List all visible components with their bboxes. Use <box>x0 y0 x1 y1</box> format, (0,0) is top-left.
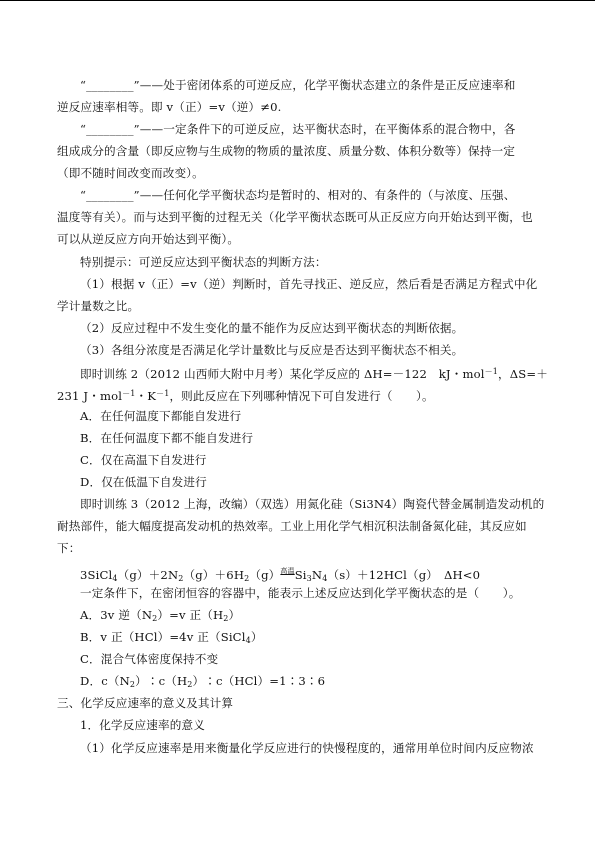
eq-term: （g）＋2N <box>117 568 179 582</box>
exercise-2-option-d: D．仅在低温下自发进行 <box>80 475 207 489</box>
eq-subscript: 2 <box>187 680 193 689</box>
eq-subscript: 2 <box>129 680 136 689</box>
reaction-condition: 高温 <box>280 567 295 575</box>
para-1-line-1: “________”——处于密闭体系的可逆反应，化学平衡状态建立的条件是正反应速率和 <box>80 78 516 92</box>
exercise-2-text-tail: ，ΔS=＋ <box>497 367 548 381</box>
exercise-3-option-c: C．混合气体密度保持不变 <box>80 652 219 666</box>
exercise-2-question: ，则此反应在下列哪种情况下可自发进行（ ）。 <box>169 389 434 403</box>
special-tip-heading: 特别提示：可逆反应达到平衡状态的判断方法： <box>80 255 327 269</box>
exercise-2-text: 即时训练 2（2012 山西师大附中月考）某化学反应的 ΔH=－122 kJ・mol <box>80 367 485 381</box>
para-3-line-2: 温度等有关）。而与达到平衡的过程无关（化学平衡状态既可从正反应方向开始达到平衡，也 <box>57 210 533 224</box>
exercise-2-option-b: B．在任何温度下都不能自发进行 <box>80 431 254 445</box>
eq-subscript: 4 <box>112 574 118 583</box>
unit-k: ・K <box>135 389 157 403</box>
eq-subscript: 2 <box>178 574 184 583</box>
exercise-2-option-a: A．在任何温度下都能自发进行 <box>80 409 242 423</box>
exercise-3-option-a <box>80 607 240 627</box>
para-3-line-3: 可以从逆反应方向开始达到平衡）。 <box>57 232 240 246</box>
reaction-equation <box>80 563 480 587</box>
exercise-3-stem: 一定条件下，在密闭恒容的容器中，能表示上述反应达到化学平衡状态的是（ ）。 <box>80 586 521 600</box>
option-text: A．3v 逆（N <box>80 608 153 622</box>
option-text: ）=v 正（H <box>157 608 224 622</box>
tip-2: （2）反应过程中不发生变化的量不能作为反应达到平衡状态的判断依据。 <box>80 321 464 335</box>
unit-exponent: －1 <box>156 389 170 398</box>
eq-subscript: 4 <box>322 574 328 583</box>
unit-exponent: －1 <box>122 389 136 398</box>
section-3-text: （1）化学反应速率是用来衡量化学反应进行的快慢程度的，通常用单位时间内反应物浓 <box>80 741 534 755</box>
tip-3: （3）各组分浓度是否满足化学计量数比与反应是否达到平衡状态不相关。 <box>80 343 464 357</box>
eq-subscript: 2 <box>152 614 158 623</box>
exercise-2-value: 231 J・mol <box>57 389 123 403</box>
exercise-3-line-3: 下： <box>57 541 81 555</box>
eq-term: Si <box>294 568 307 582</box>
option-text: ） <box>250 630 263 644</box>
eq-term: 3SiCl <box>80 568 113 582</box>
exercise-3-option-b <box>80 629 263 649</box>
exercise-2-line-1 <box>80 364 548 382</box>
eq-term: （g） <box>249 568 281 582</box>
exercise-3-option-d <box>80 673 325 693</box>
option-text: ）∶c（H <box>135 674 188 688</box>
exercise-3-line-2: 耐热部件，能大幅度提高发动机的热效率。工业上用化学气相沉积法制备氮化硅，其反应如 <box>57 519 527 533</box>
eq-term: （s）＋12HCl（g） ΔH<0 <box>327 568 481 582</box>
eq-term: （g）＋6H <box>183 568 245 582</box>
section-3-subheading: 1．化学反应速率的意义 <box>80 718 205 732</box>
para-2-line-1: “________”——一定条件下的可逆反应，达平衡状态时，在平衡体系的混合物中，各 <box>80 122 516 136</box>
exercise-2-option-c: C．仅在高温下自发进行 <box>80 453 207 467</box>
option-text: ）∶c（HCl）=1∶3∶6 <box>192 674 326 688</box>
tip-1-line-1: （1）根据 v（正）=v（逆）判断时，首先寻找正、逆反应，然后看是否满足方程式中化 <box>80 277 538 291</box>
eq-subscript: 2 <box>244 574 250 583</box>
unit-exponent: －1 <box>484 367 498 376</box>
option-text: ） <box>228 608 241 622</box>
para-2-line-2: 组成成分的含量（即反应物与生成物的物质的量浓度、质量分数、体积分数等）保持一定 <box>57 144 516 158</box>
eq-term: N <box>311 568 323 582</box>
tip-1-line-2: 学计量数之比。 <box>57 299 140 313</box>
para-2-line-3: （即不随时间改变而改变）。 <box>57 166 204 180</box>
section-3-heading: 三、化学反应速率的意义及其计算 <box>57 696 234 710</box>
eq-subscript: 2 <box>223 614 229 623</box>
eq-subscript: 3 <box>306 574 312 583</box>
exercise-2-line-2 <box>57 386 434 404</box>
para-3-line-1: “________”——任何化学平衡状态均是暂时的、相对的、有条件的（与浓度、压强、 <box>80 188 516 202</box>
option-text: D．c（N <box>80 674 130 688</box>
para-1-line-2: 逆反应速率相等。即 v（正）=v（逆）≠0. <box>57 100 282 114</box>
exercise-3-line-1: 即时训练 3（2012 上海，改编）（双选）用氮化硅（Si3N4）陶瓷代替金属制造发动机的 <box>80 497 545 511</box>
eq-subscript: 4 <box>245 636 251 645</box>
option-text: B．v 正（HCl）=4v 正（SiCl <box>80 630 246 644</box>
